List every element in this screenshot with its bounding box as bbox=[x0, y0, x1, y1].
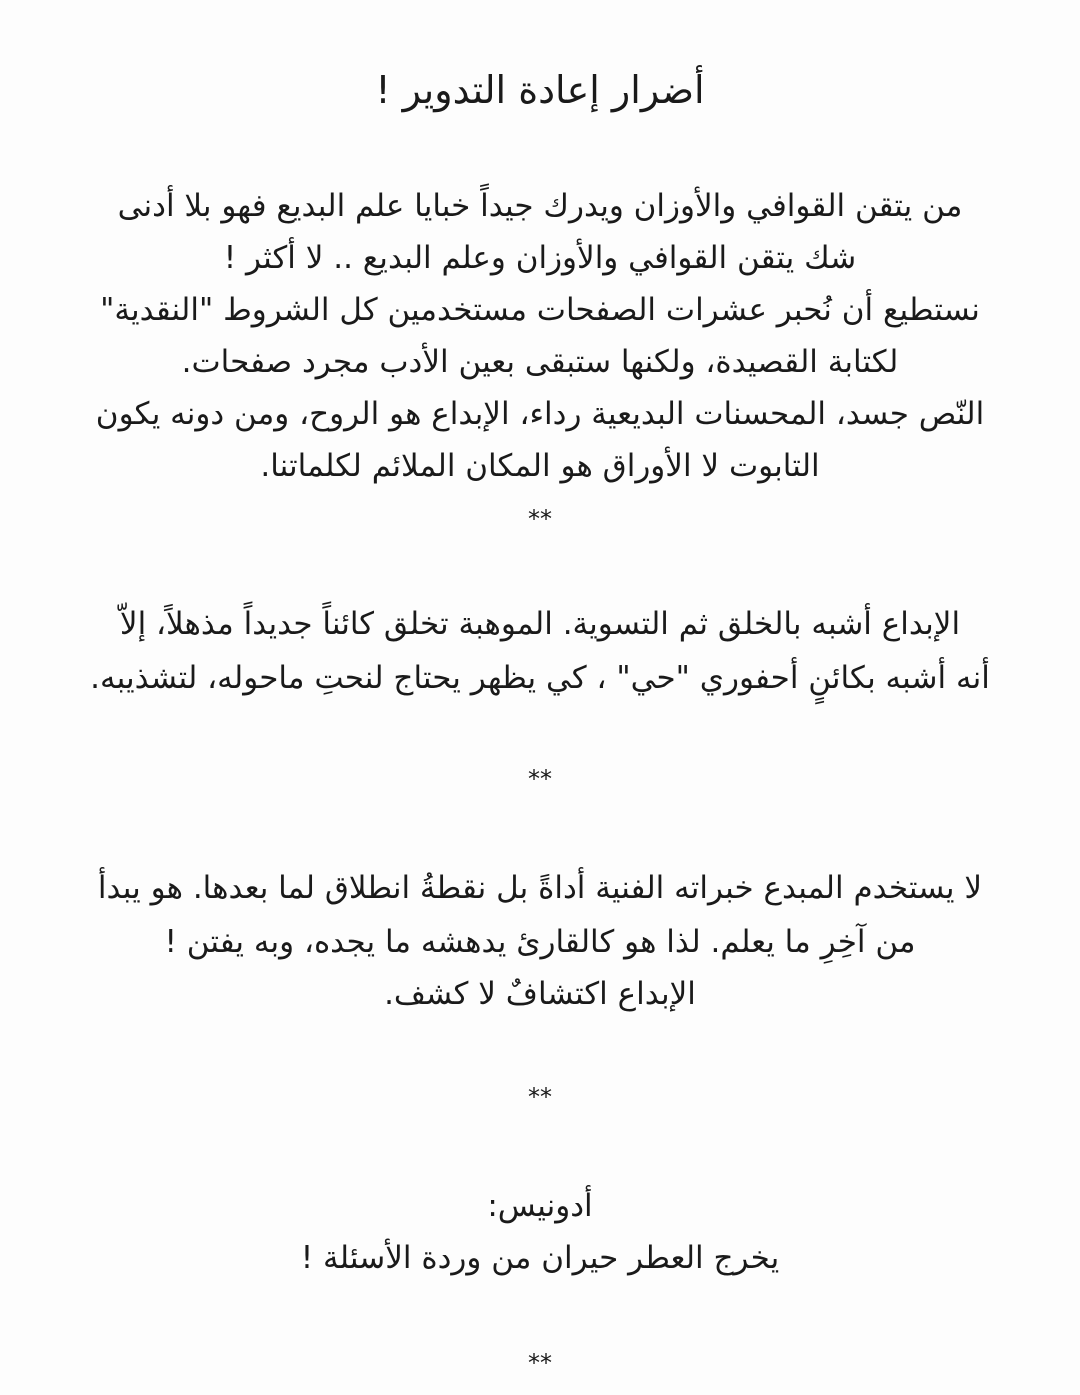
section1-line-3: نستطيع أن نُحبر عشرات الصفحات مستخدمين كل الشروط "النقدية" bbox=[100, 292, 980, 328]
section3-line-1: لا يستخدم المبدع خبراته الفنية أداةً بل نقطةُ انطلاق لما بعدها. هو يبدأ bbox=[97, 870, 983, 906]
section3-line-3: الإبداع اكتشافٌ لا كشف. bbox=[384, 976, 696, 1012]
section1-line-4: لكتابة القصيدة، ولكنها ستبقى بعين الأدب مجرد صفحات. bbox=[181, 344, 899, 380]
separator-4: ** bbox=[528, 1349, 552, 1377]
quote-author: أدونيس: bbox=[487, 1188, 593, 1224]
section1-line-6: التابوت لا الأوراق هو المكان الملائم لكلماتنا. bbox=[260, 448, 820, 484]
section1-line-2: شك يتقن القوافي والأوزان وعلم البديع .. لا أكثر ! bbox=[223, 240, 857, 276]
separator-1: ** bbox=[528, 505, 552, 533]
section1-line-1: من يتقن القوافي والأوزان ويدرك جيداً خبايا علم البديع فهو بلا أدنى bbox=[117, 188, 963, 224]
section3-line-2: من آخِرِ ما يعلم. لذا هو كالقارئ يدهشه ما يجده، وبه يفتن ! bbox=[164, 924, 916, 960]
section1-line-5: النّص جسد، المحسنات البديعية رداء، الإبداع هو الروح، ومن دونه يكون bbox=[95, 396, 985, 432]
separator-2: ** bbox=[528, 765, 552, 793]
page-title: أضرار إعادة التدوير ! bbox=[375, 68, 705, 112]
section2-line-2: أنه أشبه بكائنٍ أحفوري "حي" ، كي يظهر يحتاج لنحتِ ماحوله، لتشذيبه. bbox=[90, 660, 990, 696]
quote-text: يخرج العطر حيران من وردة الأسئلة ! bbox=[300, 1240, 780, 1276]
section2-line-1: الإبداع أشبه بالخلق ثم التسوية. الموهبة تخلق كائناً جديداً مذهلاً، إلاّ bbox=[119, 606, 961, 642]
separator-3: ** bbox=[528, 1083, 552, 1111]
